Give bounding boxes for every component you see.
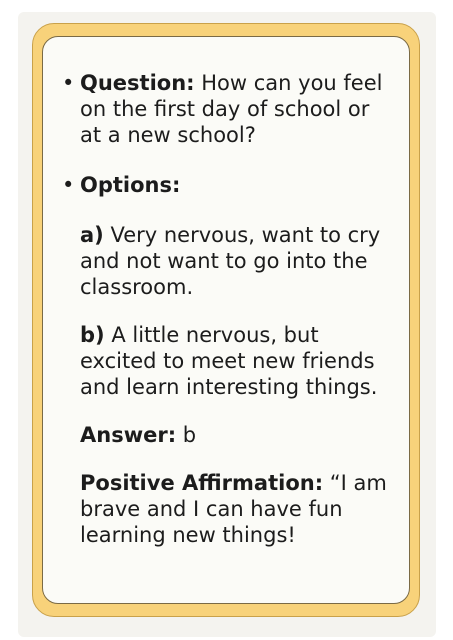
question-label: Question: [80, 71, 195, 95]
question-text: How can you feel on the first day of school or at a new school? [80, 71, 383, 147]
bullet-icon: • [62, 173, 75, 197]
option-a-text: Very nervous, want to cry and not want to go into the classroom. [80, 223, 381, 299]
option-a-letter: a) [80, 223, 104, 247]
answer-line [60, 422, 390, 448]
option-a [60, 222, 390, 300]
option-b-text: A little nervous, but excited to meet new friends and learn interesting things. [80, 323, 378, 399]
card-content [60, 70, 390, 548]
answer-label: Answer: [80, 423, 177, 447]
options-label: Options: [80, 173, 181, 197]
affirmation-text: “I am brave and I can have fun learning new things! [80, 471, 387, 547]
options-heading [60, 172, 390, 198]
option-b [60, 322, 390, 400]
option-b-letter: b) [80, 323, 105, 347]
affirmation-label: Positive Affirmation: [80, 471, 324, 495]
answer-value: b [182, 423, 197, 447]
bullet-icon: • [62, 71, 75, 95]
question-item [60, 70, 390, 148]
affirmation [60, 470, 390, 548]
